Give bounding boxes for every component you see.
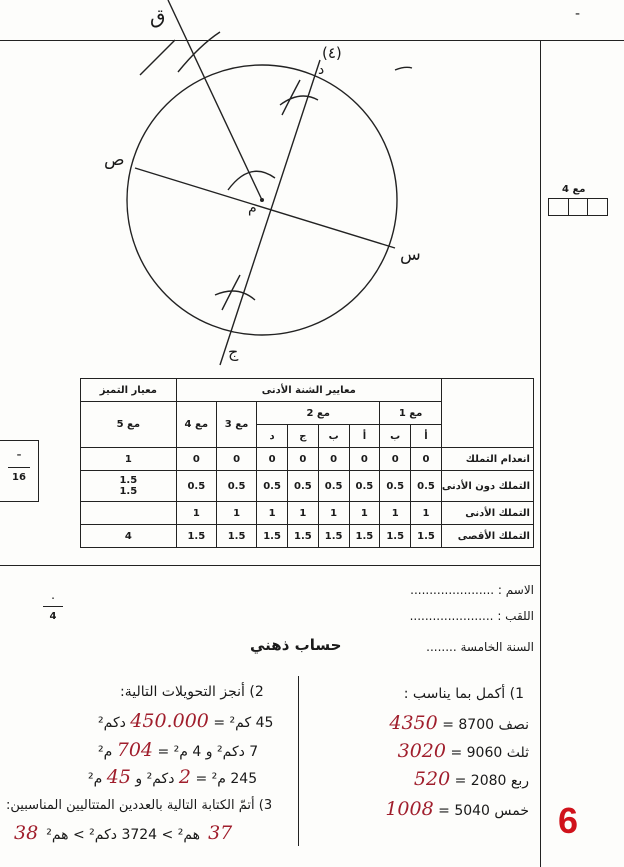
table-cell: 0.5 [257, 471, 288, 502]
ex1-answer[interactable]: 520 [413, 768, 451, 790]
label-j: ج [228, 342, 239, 361]
table-cell: 1.5 [176, 525, 216, 548]
arc-4 [282, 80, 300, 115]
table-cell: 0 [380, 448, 411, 471]
ex1-title: 1) أكمل بما يناسب : [403, 686, 524, 702]
center-point [260, 198, 264, 202]
table-cell: 1 [411, 502, 442, 525]
score-cell [569, 198, 589, 216]
scribble [395, 67, 412, 70]
row-label: التملك الأدنى [441, 502, 533, 525]
score-cell [588, 198, 608, 216]
fraction-bar [43, 606, 63, 607]
group-1: مع 1 [380, 402, 442, 425]
ex2-mid: دكم² و [135, 771, 175, 787]
group-4: مع 4 [176, 402, 216, 448]
grade-dots: ........ [426, 640, 457, 654]
ex3-expression-row [14, 822, 232, 844]
extra-cell: 1.5 1.5 [81, 471, 177, 502]
ex2-answer[interactable]: 45 [106, 766, 131, 788]
table-cell: 1.5 [257, 525, 288, 548]
right-margin-line [540, 40, 541, 867]
table-cell: 0 [216, 448, 256, 471]
score-dot: . [51, 588, 55, 602]
table-cell: 0 [411, 448, 442, 471]
ex2-answer[interactable]: 704 [116, 739, 154, 761]
ex1-answer[interactable]: 1008 [385, 798, 434, 820]
ex3-answer-right[interactable]: 37 [208, 822, 233, 844]
ex3-title: 3) أتمّ الكتابة التالية بالعددين المتتاليين المناسبين: [6, 798, 273, 813]
ex3-expression: هم² > 3724 دكم² > هم² [46, 827, 201, 843]
name-field[interactable]: ...................... [410, 583, 495, 597]
label-s: ص [104, 150, 125, 170]
fraction-bar [8, 467, 30, 468]
ex2-answer[interactable]: 450.000 [130, 710, 209, 732]
table-cell: 0 [257, 448, 288, 471]
table-cell: 1 [287, 502, 318, 525]
page-number: 6 [558, 800, 579, 841]
table-cell: 1.5 [380, 525, 411, 548]
ex2-text: 245 م² = [195, 771, 258, 787]
angle-arc [228, 171, 275, 190]
label-d: د [318, 62, 325, 78]
score-total: 16 [12, 472, 26, 483]
ex1-prompt: خمس 5040 = [438, 803, 529, 819]
surname-field[interactable]: ...................... [409, 609, 494, 623]
side-box-label: مع 4 [562, 184, 586, 195]
ex1-prompt: ربع 2080 = [454, 773, 529, 789]
ex2-unit: م² [98, 744, 113, 760]
table-cell: 0.5 [176, 471, 216, 502]
ex2-item [88, 766, 257, 788]
worksheet-title: حساب ذهني [250, 636, 342, 654]
ex2-item [98, 710, 273, 732]
ex3-answer-left[interactable]: 38 [14, 822, 39, 844]
sub-letter: د [257, 425, 288, 448]
arc-5 [215, 291, 255, 300]
ex1-prompt: نصف 8700 = [442, 717, 529, 733]
sub-letter: أ [349, 425, 380, 448]
table-cell: 1 [318, 502, 349, 525]
grade-label: السنة الخامسة [460, 640, 534, 654]
ex1-item [414, 768, 529, 790]
ex1-answer[interactable]: 4350 [389, 712, 438, 734]
arc-1 [140, 40, 175, 75]
table-cell: 1 [257, 502, 288, 525]
table-cell: 0.5 [216, 471, 256, 502]
table-cell: 1.5 [349, 525, 380, 548]
row-label: انعدام التملك [441, 448, 533, 471]
sub-letter: ب [380, 425, 411, 448]
sub-letter: أ [411, 425, 442, 448]
top-label: ق [150, 4, 166, 28]
top-mark: - [575, 6, 581, 22]
table-cell: 1 [176, 502, 216, 525]
ex1-item [385, 798, 529, 820]
row-label: التملك دون الأدنى [441, 471, 533, 502]
table-cell: 0 [176, 448, 216, 471]
sub-letter: ب [318, 425, 349, 448]
group-5: مع 5 [81, 402, 177, 448]
table-cell: 1.5 [216, 525, 256, 548]
left-score-2 [38, 588, 68, 622]
score-cell [548, 198, 569, 216]
surname-row [410, 609, 534, 623]
name-label: الاسم : [497, 583, 534, 597]
table-cell: 0.5 [411, 471, 442, 502]
circle-construction [0, 0, 540, 380]
score-total: 4 [49, 611, 57, 622]
extra-cell: 4 [81, 525, 177, 548]
ex1-item [398, 740, 529, 762]
label-sin: س [400, 245, 421, 265]
sub-letter: ج [287, 425, 318, 448]
table-cell: 1 [349, 502, 380, 525]
ex2-text: 7 دكم² و 4 م² = [157, 744, 259, 760]
grade-row [426, 640, 534, 654]
table-cell: 1 [380, 502, 411, 525]
label-m: م [248, 200, 257, 216]
diameter-s [135, 168, 395, 248]
arc-3 [280, 96, 318, 105]
header-excellence: معيار التميز [81, 379, 177, 402]
row-label: التملك الأقصى [441, 525, 533, 548]
label-4: (٤) [322, 44, 342, 62]
ex2-item [98, 739, 258, 761]
exercise-divider [298, 676, 299, 846]
name-row [410, 583, 534, 597]
group-2: مع 2 [257, 402, 380, 425]
section-divider [0, 565, 540, 566]
left-score-box [0, 440, 39, 502]
table-cell: 1.5 [411, 525, 442, 548]
table-cell: 0.5 [287, 471, 318, 502]
criteria-table [80, 378, 534, 548]
header-minimum: معايير الشنة الأدنى [176, 379, 441, 402]
ex2-unit: م² [88, 771, 103, 787]
table-cell: 1.5 [287, 525, 318, 548]
table-cell: 0.5 [380, 471, 411, 502]
header-empty [441, 379, 533, 448]
ex1-answer[interactable]: 3020 [397, 740, 446, 762]
table-cell: 0.5 [318, 471, 349, 502]
ray-q [168, 0, 262, 200]
table-cell: 0 [349, 448, 380, 471]
side-score-box [548, 198, 608, 216]
ex1-item [389, 712, 529, 734]
group-3: مع 3 [216, 402, 256, 448]
ex1-prompt: ثلث 9060 = [450, 745, 529, 761]
ex2-answer[interactable]: 2 [178, 766, 191, 788]
extra-cell: 1 [81, 448, 177, 471]
extra-cell [81, 502, 177, 525]
ex2-text: 45 كم² = [213, 715, 274, 731]
ex2-unit: دكم² [98, 715, 126, 731]
ex2-title: 2) أنجز التحويلات التالية: [120, 684, 264, 700]
table-cell: 0.5 [349, 471, 380, 502]
table-cell: 1.5 [318, 525, 349, 548]
table-cell: 1 [216, 502, 256, 525]
score-dash: - [16, 447, 22, 463]
table-cell: 0 [287, 448, 318, 471]
line-j [220, 60, 320, 365]
table-cell: 0 [318, 448, 349, 471]
surname-label: اللقب : [497, 609, 534, 623]
